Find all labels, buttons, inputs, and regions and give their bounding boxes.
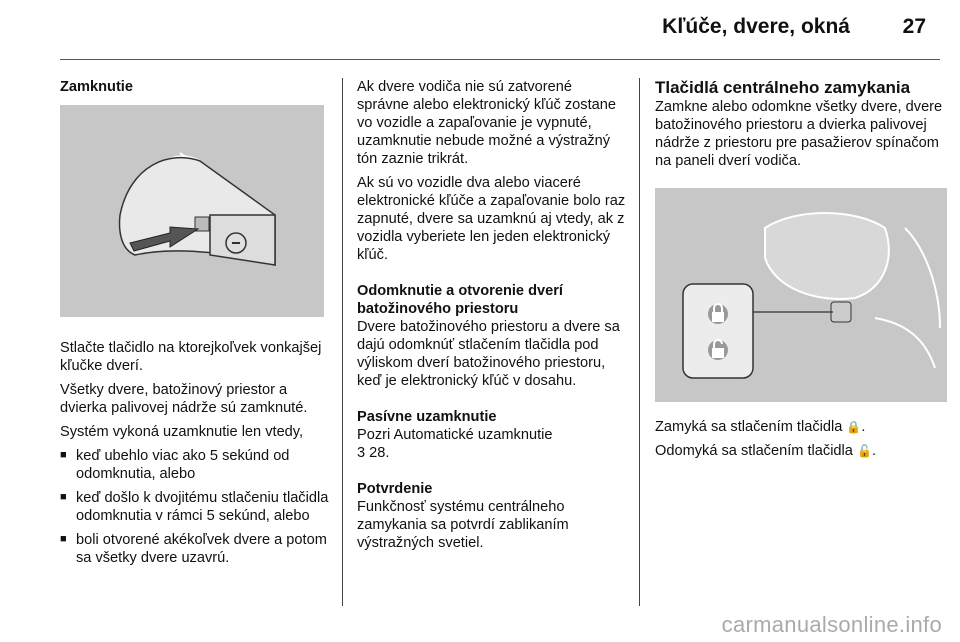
list-item: ■ keď došlo k dvojitému stlačeniu tlačidla odomknutia v rámci 5 sekúnd, alebo: [60, 489, 330, 525]
paragraph: [357, 426, 627, 462]
door-handle-illustration: [60, 105, 324, 317]
paragraph: Odomyká sa stlačením tlačidla 🔓.: [655, 443, 876, 459]
header-rule: [60, 59, 940, 60]
list-item: ■ keď ubehlo viac ako 5 sekúnd od odomknutia, alebo: [60, 447, 330, 483]
section-heading-passive-locking: Pasívne uzamknutie: [357, 409, 497, 425]
column-divider: [342, 78, 343, 606]
watermark: carmanualsonline.info: [721, 612, 942, 637]
paragraph: Dvere batožinového priestoru a dvere sa dajú odomknúť stlačením tlačidla pod výliskom dverí batožinového priestoru, keď je elektronický kľúč v dosahu.: [357, 319, 620, 389]
unlock-icon: 🔓: [856, 444, 872, 458]
paragraph: Ak sú vo vozidle dva alebo viaceré elektronické kľúče a zapaľovanie bolo raz zapnuté, dvere sa uzamknú aj vtedy, ak z vozidla vyberiete len jeden elektronický kľúč.: [357, 175, 626, 263]
page-number: 27: [902, 15, 926, 38]
unlock-instruction: Odomyká sa stlačením tlačidla: [655, 443, 853, 459]
paragraph: Všetky dvere, batožinový priestor a dvierka palivovej nádrže sú zamknuté.: [60, 382, 308, 416]
paragraph: Ak dvere vodiča nie sú zatvorené správne alebo elektronický kľúč zostane vo vozidle a zapaľovanie je vypnuté, uzamknutie nebude možné a výstražný tón zaznie trikrát.: [357, 79, 616, 167]
lock-icon: [708, 304, 728, 324]
door-panel-lock-buttons-illustration: [655, 188, 947, 402]
column-1: [60, 78, 330, 573]
column-divider: [639, 78, 640, 606]
page-reference-link[interactable]: 3 28.: [357, 445, 390, 461]
cross-reference-text: Pozri Automatické uzamknutie: [357, 427, 553, 443]
column-2: [357, 78, 627, 558]
section-heading-confirmation: Potvrdenie: [357, 481, 433, 497]
lock-instruction: Zamyká sa stlačením tlačidla: [655, 419, 843, 435]
section-heading-unlock-trunk: Odomknutie a otvorenie dverí batožinového priestoru: [357, 283, 563, 317]
paragraph: Systém vykoná uzamknutie len vtedy,: [60, 424, 304, 440]
paragraph: Zamyká sa stlačením tlačidla 🔒.: [655, 419, 866, 435]
paragraph: Stlačte tlačidlo na ktorejkoľvek vonkajšej kľučke dverí.: [60, 340, 322, 374]
section-heading-locking: Zamknutie: [60, 79, 133, 95]
section-heading-central-locking-buttons: Tlačidlá centrálneho zamykania: [655, 78, 911, 97]
unlock-icon: [708, 340, 728, 360]
column-3: [655, 78, 945, 466]
list-item: ■ boli otvorené akékoľvek dvere a potom sa všetky dvere uzavrú.: [60, 531, 330, 567]
header-title: Kľúče, dvere, okná: [662, 15, 850, 38]
lock-icon: 🔒: [846, 420, 862, 434]
paragraph: Funkčnosť systému centrálneho zamykania sa potvrdí zablikaním výstražných svetiel.: [357, 499, 569, 551]
bullet-list: [60, 447, 330, 567]
paragraph: Zamkne alebo odomkne všetky dvere, dvere batožinového priestoru a dvierka palivovej nádrže z priestoru pre pasažierov spínačom na paneli dverí vodiča.: [655, 99, 943, 169]
